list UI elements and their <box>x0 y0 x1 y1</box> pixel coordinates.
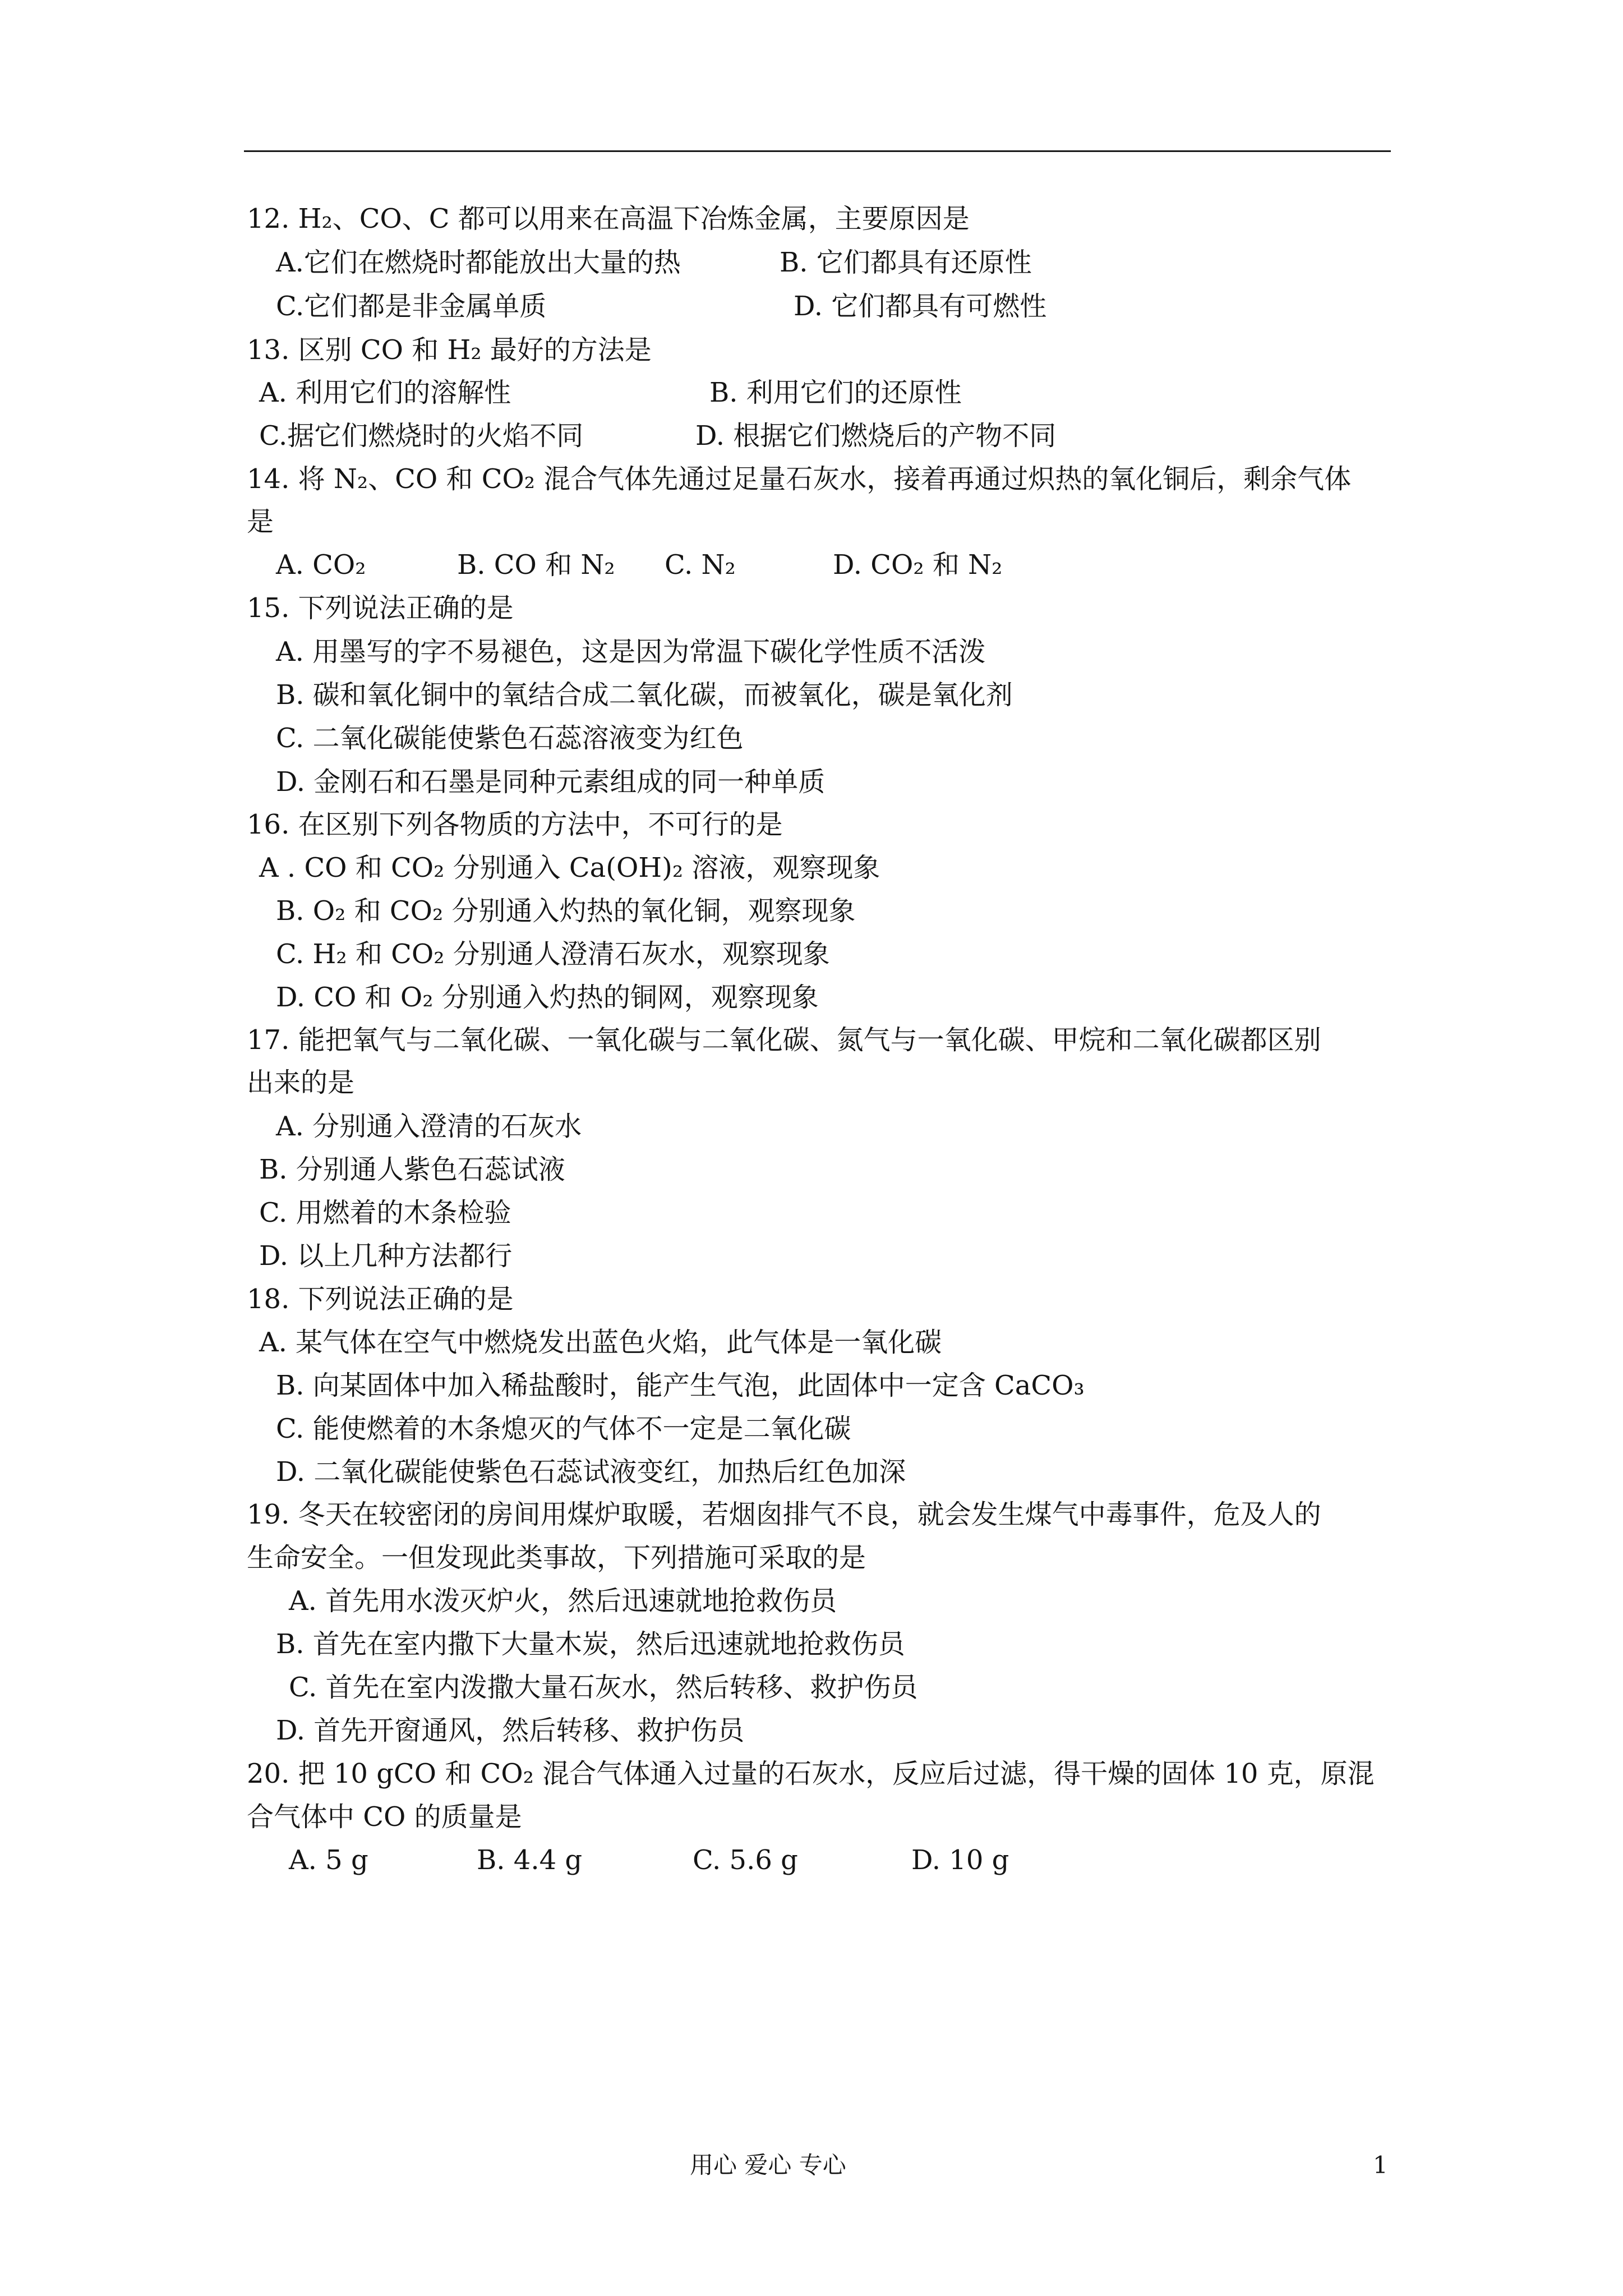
q13-option-c: C.据它们燃烧时的火焰不同 <box>259 420 584 452</box>
q18-option-d: D. 二氧化碳能使紫色石蕊试液变红，加热后红色加深 <box>276 1456 906 1488</box>
q20-option-a: A. 5 g <box>289 1844 368 1876</box>
q15-stem: 15. 下列说法正确的是 <box>247 592 514 624</box>
q19-option-d: D. 首先开窗通风，然后转移、救护伤员 <box>276 1715 745 1746</box>
q17-stem-continued: 出来的是 <box>247 1067 355 1098</box>
header-rule <box>244 150 1391 152</box>
q15-option-d: D. 金刚石和石墨是同种元素组成的同一种单质 <box>276 766 826 798</box>
q20-option-d: D. 10 g <box>911 1844 1009 1876</box>
q18-option-a: A. 某气体在空气中燃烧发出蓝色火焰，此气体是一氧化碳 <box>259 1327 942 1358</box>
q18-stem: 18. 下列说法正确的是 <box>247 1283 514 1315</box>
q18-option-b: B. 向某固体中加入稀盐酸时，能产生气泡，此固体中一定含 CaCO₃ <box>276 1370 1085 1401</box>
q13-option-b: B. 利用它们的还原性 <box>709 377 962 408</box>
q12-option-b: B. 它们都具有还原性 <box>780 247 1032 278</box>
q15-option-a: A. 用墨写的字不易褪色，这是因为常温下碳化学性质不活泼 <box>276 636 986 668</box>
q19-stem-continued: 生命安全。一但发现此类事故，下列措施可采取的是 <box>247 1542 866 1573</box>
q19-option-b: B. 首先在室内撒下大量木炭，然后迅速就地抢救伤员 <box>276 1628 905 1660</box>
q19-option-c: C. 首先在室内泼撒大量石灰水，然后转移、救护伤员 <box>289 1672 918 1703</box>
q16-option-b: B. O₂ 和 CO₂ 分别通入灼热的氧化铜，观察现象 <box>276 895 856 927</box>
q14-stem: 14. 将 N₂、CO 和 CO₂ 混合气体先通过足量石灰水，接着再通过炽热的氧化铜后，剩余气体 <box>247 463 1352 495</box>
q16-option-d: D. CO 和 O₂ 分别通入灼热的铜网，观察现象 <box>276 982 819 1013</box>
q20-option-b: B. 4.4 g <box>477 1844 583 1876</box>
q12-option-d: D. 它们都具有可燃性 <box>794 291 1047 322</box>
q17-option-c: C. 用燃着的木条检验 <box>259 1197 511 1228</box>
q12-stem: 12. H₂、CO、C 都可以用来在高温下冶炼金属，主要原因是 <box>247 203 970 234</box>
q17-option-a: A. 分别通入澄清的石灰水 <box>276 1111 582 1142</box>
q15-option-c: C. 二氧化碳能使紫色石蕊溶液变为红色 <box>276 723 744 754</box>
q14-stem-continued: 是 <box>247 506 274 537</box>
q13-option-a: A. 利用它们的溶解性 <box>259 377 511 408</box>
q13-option-d: D. 根据它们燃烧后的产物不同 <box>695 420 1057 452</box>
q14-option-d: D. CO₂ 和 N₂ <box>833 549 1003 581</box>
q20-stem: 20. 把 10 gCO 和 CO₂ 混合气体通入过量的石灰水，反应后过滤，得干燥的固体 10 克，原混 <box>247 1758 1375 1789</box>
q20-option-c: C. 5.6 g <box>693 1844 798 1876</box>
q16-option-a: A . CO 和 CO₂ 分别通入 Ca(OH)₂ 溶液，观察现象 <box>259 852 880 884</box>
q20-stem-continued: 合气体中 CO 的质量是 <box>247 1801 522 1833</box>
q18-option-c: C. 能使燃着的木条熄灭的气体不一定是二氧化碳 <box>276 1413 851 1444</box>
q14-option-c: C. N₂ <box>665 549 736 581</box>
q13-stem: 13. 区别 CO 和 H₂ 最好的方法是 <box>247 334 652 366</box>
q12-option-a: A.它们在燃烧时都能放出大量的热 <box>276 247 681 278</box>
q15-option-b: B. 碳和氧化铜中的氧结合成二氧化碳，而被氧化，碳是氧化剂 <box>276 679 1013 711</box>
page-number: 1 <box>1373 2151 1388 2179</box>
q17-option-d: D. 以上几种方法都行 <box>259 1240 513 1272</box>
q19-option-a: A. 首先用水泼灭炉火，然后迅速就地抢救伤员 <box>289 1585 837 1617</box>
q14-option-b: B. CO 和 N₂ <box>457 549 615 581</box>
q14-option-a: A. CO₂ <box>276 549 366 581</box>
q12-option-c: C.它们都是非金属单质 <box>276 291 547 322</box>
q19-stem: 19. 冬天在较密闭的房间用煤炉取暖，若烟囱排气不良，就会发生煤气中毒事件，危及人的 <box>247 1499 1321 1530</box>
q16-stem: 16. 在区别下列各物质的方法中，不可行的是 <box>247 809 783 840</box>
q17-stem: 17. 能把氧气与二氧化碳、一氧化碳与二氧化碳、氮气与一氧化碳、甲烷和二氧化碳都区别 <box>247 1024 1321 1056</box>
footer-motto: 用心 爱心 专心 <box>690 2151 846 2179</box>
q17-option-b: B. 分别通人紫色石蕊试液 <box>259 1154 565 1185</box>
q16-option-c: C. H₂ 和 CO₂ 分别通人澄清石灰水，观察现象 <box>276 938 830 970</box>
